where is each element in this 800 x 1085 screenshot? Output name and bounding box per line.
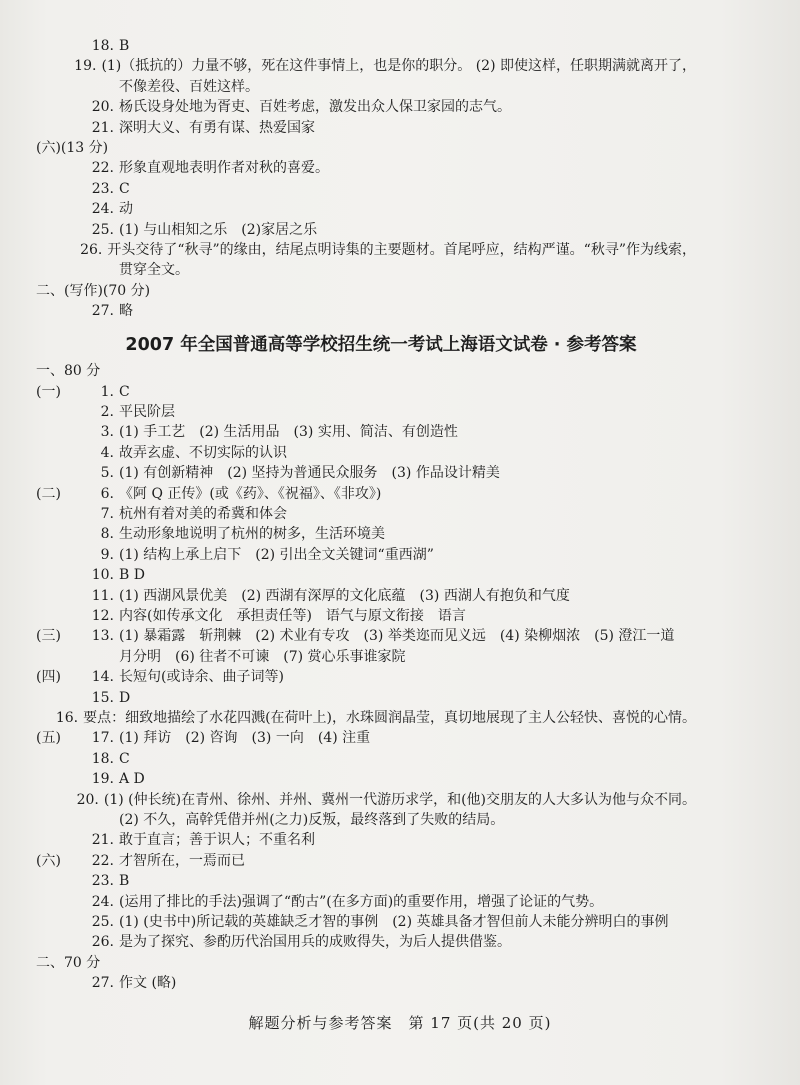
answer-text: 长短句(或诗余、曲子词等) <box>119 669 284 686</box>
section-marker: (四) <box>36 669 61 686</box>
answer-line <box>36 586 696 606</box>
answer-line <box>36 240 696 260</box>
answer-line <box>36 179 696 199</box>
answer-text: B <box>119 38 130 54</box>
question-number: 25. <box>91 221 114 238</box>
answer-text: C <box>119 750 130 767</box>
section-marker <box>36 118 76 138</box>
answer-line <box>36 422 696 442</box>
answer-line <box>36 749 696 769</box>
answer-text: 才智所在，一焉而已 <box>119 852 245 869</box>
question-number: 18. <box>91 750 114 767</box>
section-marker: 二、(写作)(70 分) <box>36 282 151 299</box>
answer-text: 动 <box>119 201 133 218</box>
answer-text: 要点：细致地描绘了水花四溅(在荷叶上)，水珠圆润晶莹，真切地展现了主人公轻快、喜悦的心情。 <box>83 710 696 726</box>
answer-line <box>36 281 696 301</box>
section-marker <box>36 402 76 422</box>
question-number: 21. <box>91 832 114 849</box>
answer-line <box>36 463 696 483</box>
answer-text: 敢于直言；善于识人；不重名利 <box>119 832 315 849</box>
section-marker: (三) <box>36 628 61 645</box>
answer-line <box>36 769 696 789</box>
section-marker <box>36 504 76 524</box>
answer-line <box>36 708 696 728</box>
question-number: 27. <box>91 303 114 320</box>
question-number: 27. <box>91 975 114 992</box>
section-marker <box>36 565 76 585</box>
answer-line <box>36 36 696 56</box>
answer-line <box>36 504 696 524</box>
answer-line <box>36 382 696 402</box>
section-marker <box>36 688 76 708</box>
answer-line <box>36 667 696 687</box>
section-marker <box>36 871 76 891</box>
answer-text: 内容(如传承文化 承担责任等) 语气与原文衔接 语言 <box>119 607 466 624</box>
section-marker <box>36 606 76 626</box>
answer-text: D <box>119 689 131 706</box>
document-body <box>36 36 696 994</box>
answer-text: (1) 结构上承上启下 (2) 引出全文关键词“重西湖” <box>119 546 434 563</box>
question-number: 21. <box>91 119 114 136</box>
question-number: 25. <box>91 914 114 931</box>
question-number: 19. <box>74 58 97 75</box>
section-marker: 二、70 分 <box>36 954 101 971</box>
answer-text: (1) 拜访 (2) 咨询 (3) 一向 (4) 注重 <box>119 730 371 747</box>
answer-text: (1) 与山相知之乐 (2)家居之乐 <box>119 221 318 238</box>
question-number: 24. <box>91 893 114 910</box>
answer-text: (1) 手工艺 (2) 生活用品 (3) 实用、简洁、有创造性 <box>119 424 458 441</box>
answer-text: (1) (史书中)所记载的英雄缺乏才智的事例 (2) 英雄具备才智但前人未能分辨明白的事例 <box>119 914 669 931</box>
section-marker: (一) <box>36 383 61 400</box>
section-marker <box>36 892 76 912</box>
answer-text: C <box>119 383 130 400</box>
section-marker <box>36 422 76 442</box>
question-number: 14. <box>91 669 114 686</box>
section-marker <box>36 179 76 199</box>
answer-line <box>36 871 696 891</box>
question-number: 10. <box>91 567 114 584</box>
answer-line <box>36 301 696 321</box>
section-marker <box>36 769 76 789</box>
answer-line <box>36 524 696 544</box>
section-marker <box>36 545 76 565</box>
answer-text: 形象直观地表明作者对秋的喜爱。 <box>119 160 329 177</box>
question-number: 8. <box>100 526 114 543</box>
answer-text: (1) 西湖风景优美 (2) 西湖有深厚的文化底蕴 (3) 西湖人有抱负和气度 <box>119 587 570 604</box>
answer-text: (1) 暴霜露 斩荆棘 (2) 术业有专攻 (3) 举类迩而见义远 (4) 染柳烟浓 (5) 澄江一道 <box>119 628 675 645</box>
answer-line <box>36 932 696 952</box>
answer-line <box>36 973 696 993</box>
answer-line <box>36 851 696 871</box>
question-number: 20. <box>76 791 99 808</box>
section-marker <box>36 36 76 56</box>
answer-line <box>36 484 696 504</box>
answer-text: 杭州有着对美的希冀和体会 <box>119 505 287 522</box>
section-marker <box>36 524 76 544</box>
question-number: 4. <box>100 444 114 461</box>
answer-line <box>36 545 696 565</box>
answer-text: B <box>119 873 130 890</box>
section-marker <box>36 932 76 952</box>
answer-line <box>36 97 696 117</box>
question-number: 5. <box>100 465 114 482</box>
section-marker <box>36 749 76 769</box>
answer-line <box>36 830 696 850</box>
question-number: 6. <box>100 485 114 502</box>
answer-line <box>36 361 696 381</box>
answer-line <box>36 199 696 219</box>
question-number: 9. <box>100 546 114 563</box>
answer-text: C <box>119 180 130 197</box>
section-marker <box>36 56 67 76</box>
answer-text: 深明大义、有勇有谋、热爱国家 <box>119 119 315 136</box>
section-marker: (六)(13 分) <box>36 140 109 157</box>
section-marker <box>36 158 76 178</box>
question-number: 2. <box>100 403 114 420</box>
section-marker: (六) <box>36 852 61 869</box>
question-number: 23. <box>91 873 114 890</box>
answer-line <box>36 728 696 748</box>
answer-text: 略 <box>119 303 133 320</box>
answer-line <box>36 953 696 973</box>
answer-line <box>36 626 696 646</box>
section-marker <box>36 830 76 850</box>
section-marker <box>36 240 70 260</box>
question-number: 19. <box>91 771 114 788</box>
answer-list-previous <box>36 36 696 322</box>
section-marker <box>36 973 76 993</box>
answer-text: (运用了排比的手法)强调了“酌古”(在多方面)的重要作用，增强了论证的气势。 <box>119 893 604 910</box>
answer-continuation: (2) 不久，高幹凭借并州(之力)反叛，最终落到了失败的结局。 <box>119 812 505 829</box>
answer-text: 生动形象地说明了杭州的树多，生活环境美 <box>119 526 385 543</box>
answer-line <box>36 443 696 463</box>
section-title: 2007 年全国普通高等学校招生统一考试上海语文试卷 · 参考答案 <box>125 334 637 355</box>
answer-line <box>36 118 696 138</box>
question-number: 20. <box>91 99 114 116</box>
answer-text: (1) (仲长统)在青州、徐州、并州、冀州一代游历求学，和(他)交朋友的人大多认为他与众不同。 <box>103 791 696 808</box>
section-marker <box>36 301 76 321</box>
section-marker <box>36 199 76 219</box>
answer-line <box>36 158 696 178</box>
answer-continuation: 月分明 (6) 往者不可谏 (7) 赏心乐事谁家院 <box>119 648 406 665</box>
answer-text: B D <box>119 567 145 584</box>
answer-text: 杨氏设身处地为胥吏、百姓考虑，激发出众人保卫家园的志气。 <box>119 99 511 116</box>
answer-text: 故弄玄虚、不切实际的认识 <box>119 444 287 461</box>
answer-text: (1)（抵抗的）力量不够，死在这件事情上，也是你的职分。 (2) 即使这样，任职期满就离开了， <box>101 58 696 75</box>
question-number: 11. <box>91 587 114 604</box>
section-marker <box>36 586 76 606</box>
question-number: 15. <box>91 689 114 706</box>
answer-text: 开头交待了“秋寻”的缘由，结尾点明诗集的主要题材。首尾呼应，结构严谨。“秋寻”作为线索， <box>107 242 696 259</box>
question-number: 26. <box>80 242 103 259</box>
answer-line <box>36 688 696 708</box>
answer-line <box>36 220 696 240</box>
section-marker <box>36 790 68 810</box>
answer-text: 是为了探究、参酌历代治国用兵的成败得失，为后人提供借鉴。 <box>119 934 511 951</box>
answer-line <box>36 790 696 810</box>
answer-continuation: 贯穿全文。 <box>119 262 189 279</box>
question-number: 1. <box>100 383 114 400</box>
question-number: 22. <box>91 852 114 869</box>
question-number: 16. <box>55 710 79 726</box>
question-number: 7. <box>100 505 114 522</box>
section-marker <box>36 463 76 483</box>
question-number: 18. <box>91 38 114 54</box>
answer-text: 作文 (略) <box>119 975 177 992</box>
section-marker: (五) <box>36 730 61 747</box>
page-footer: 解题分析与参考答案 第 17 页(共 20 页) <box>248 1014 552 1032</box>
section-marker <box>36 912 76 932</box>
answer-line <box>36 606 696 626</box>
answer-line <box>36 565 696 585</box>
question-number: 3. <box>100 424 114 441</box>
answer-text: 《阿 Q 正传》(或《药》、《祝福》、《非攻》) <box>119 485 382 502</box>
answer-text: (1) 有创新精神 (2) 坚持为普通民众服务 (3) 作品设计精美 <box>119 465 500 482</box>
answer-text: A D <box>119 771 145 788</box>
answer-list-2007-shanghai <box>36 361 696 994</box>
question-number: 22. <box>91 160 114 177</box>
section-marker <box>36 708 56 728</box>
answer-line <box>36 138 696 158</box>
question-number: 17. <box>91 730 114 747</box>
section-marker <box>36 97 76 117</box>
answer-line <box>36 892 696 912</box>
section-marker <box>36 220 76 240</box>
answer-line <box>36 402 696 422</box>
answer-text: 平民阶层 <box>119 403 175 420</box>
answer-continuation: 不像差役、百姓这样。 <box>119 78 259 95</box>
section-marker: (二) <box>36 485 61 502</box>
question-number: 13. <box>91 628 114 645</box>
section-marker <box>36 443 76 463</box>
answer-line <box>36 912 696 932</box>
answer-line <box>36 56 696 76</box>
question-number: 23. <box>91 180 114 197</box>
question-number: 12. <box>91 607 114 624</box>
question-number: 26. <box>91 934 114 951</box>
section-marker: 一、80 分 <box>36 363 101 380</box>
question-number: 24. <box>91 201 114 218</box>
